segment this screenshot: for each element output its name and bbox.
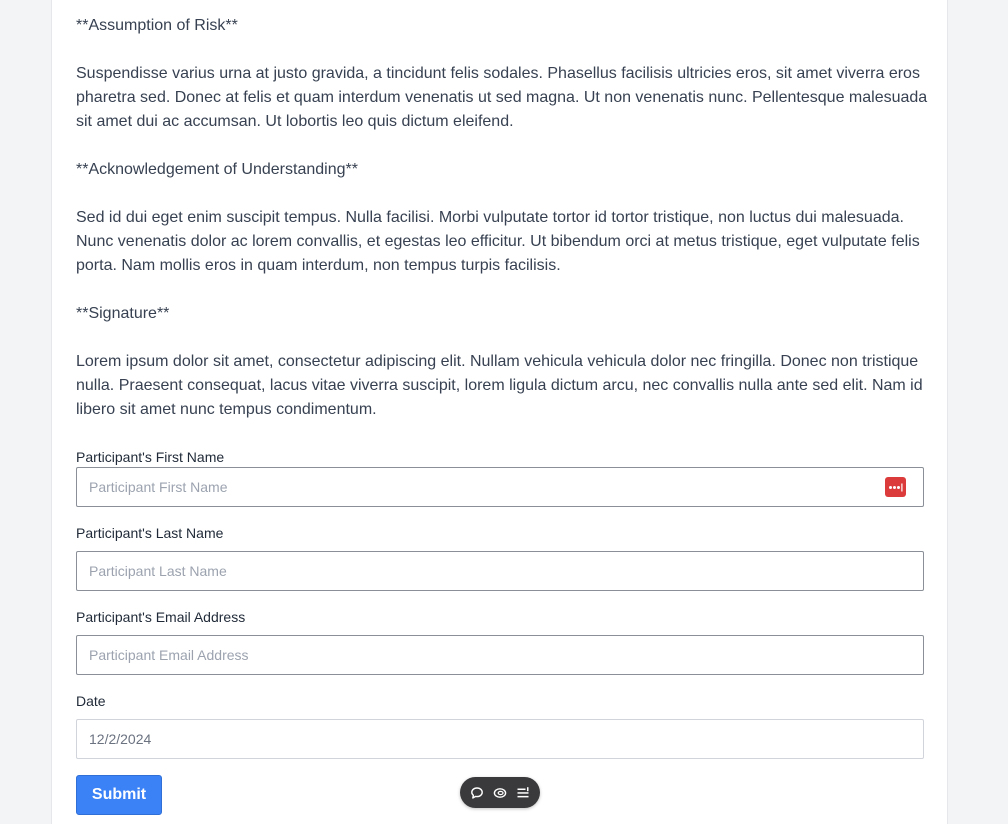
risk-paragraph: Suspendisse varius urna at justo gravida, a tincidunt felis sodales. Phasellus facilisis ultricies eros, sit amet viverra eros pharetra sed. Donec at felis et quam interdum venenatis ut sed magna. Ut non venenatis nunc. Pellentesque malesuada sit amet dui ac accumsan. Ut lobortis leo quis dictum eleifend. [76, 65, 928, 130]
date-input[interactable] [76, 719, 924, 759]
waiver-form-card [51, 0, 948, 824]
last-name-input[interactable] [76, 551, 924, 591]
acknowledgement-paragraph: Sed id dui eget enim suscipit tempus. Nulla facilisi. Morbi vulputate tortor id tortor tristique, non luctus dui malesuada. Nunc venenatis dolor ac lorem convallis, et egestas leo efficitur. Ut bibendum orci at metus tristique, eget vulputate felis porta. Nam mollis eros in quam interdum, non tempus turpis facilisis. [76, 209, 920, 274]
date-label: Date [76, 693, 106, 709]
email-input[interactable] [76, 635, 924, 675]
floating-toolbar [460, 777, 540, 808]
risk-heading: **Assumption of Risk** [76, 17, 238, 34]
submit-button[interactable]: Submit [76, 775, 162, 815]
password-manager-icon[interactable] [885, 477, 906, 497]
list-icon[interactable] [513, 783, 533, 803]
first-name-label: Participant's First Name [76, 449, 225, 465]
signature-paragraph: Lorem ipsum dolor sit amet, consectetur adipiscing elit. Nullam vehicula vehicula dolor nec fringilla. Donec non tristique nulla. Praesent consequat, lacus vitae viverra suscipit, lorem ligula dictum arcu, nec convallis nulla ante sed elit. Nam id libero sit amet nunc tempus condimentum. [76, 353, 923, 418]
email-label: Participant's Email Address [76, 609, 246, 625]
first-name-input[interactable] [76, 467, 924, 507]
eye-icon[interactable] [490, 783, 510, 803]
acknowledgement-heading: **Acknowledgement of Understanding** [76, 161, 358, 178]
signature-heading: **Signature** [76, 305, 170, 322]
last-name-label: Participant's Last Name [76, 525, 224, 541]
comment-icon[interactable] [467, 783, 487, 803]
